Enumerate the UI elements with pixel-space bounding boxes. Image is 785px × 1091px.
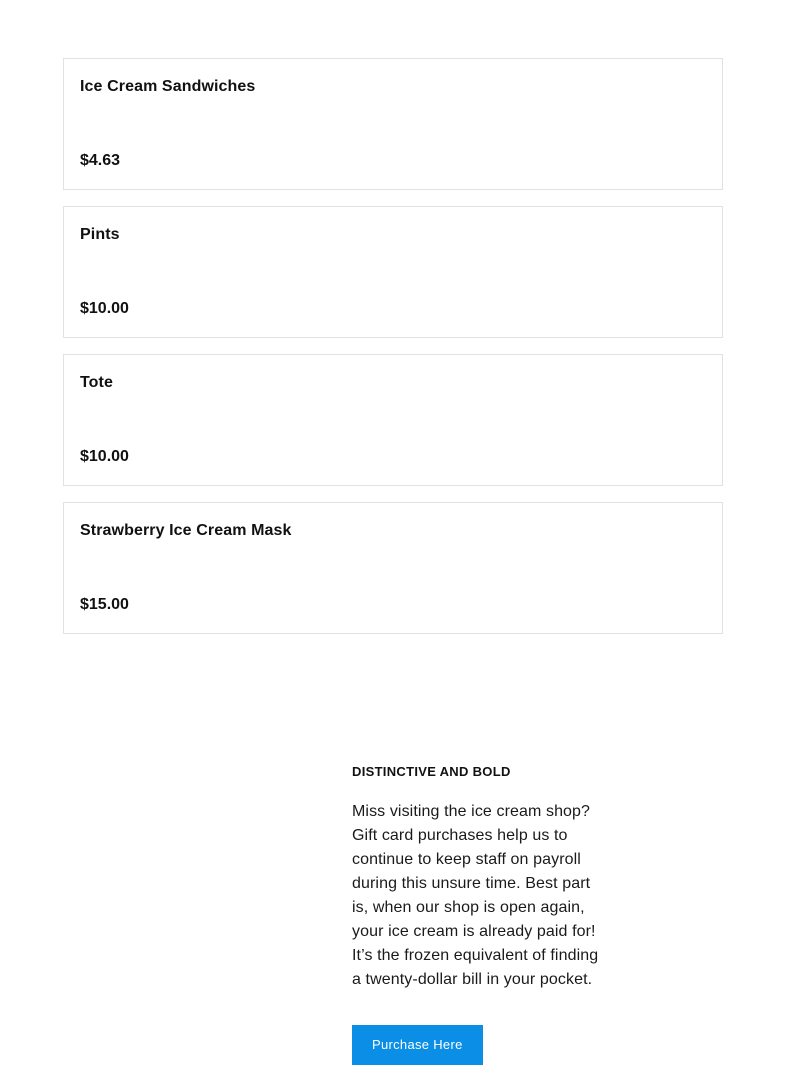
product-list <box>63 58 723 650</box>
product-name: Ice Cream Sandwiches <box>80 78 256 95</box>
promo-section <box>352 763 607 1065</box>
product-card-strawberry-ice-cream-mask[interactable] <box>63 502 723 634</box>
product-card-pints[interactable] <box>63 206 723 338</box>
product-price: $15.00 <box>80 596 129 613</box>
product-name: Pints <box>80 226 120 243</box>
promo-eyebrow: DISTINCTIVE AND BOLD <box>352 764 511 779</box>
product-name: Tote <box>80 374 113 391</box>
purchase-button[interactable]: Purchase Here <box>352 1025 483 1065</box>
product-name: Strawberry Ice Cream Mask <box>80 522 292 539</box>
product-card-tote[interactable] <box>63 354 723 486</box>
product-price: $4.63 <box>80 152 121 169</box>
product-card-ice-cream-sandwiches[interactable] <box>63 58 723 190</box>
product-price: $10.00 <box>80 300 129 317</box>
promo-body: Miss visiting the ice cream shop? Gift card purchases help us to continue to keep staff on payroll during this unsure time. Best part is, when our shop is open again, your ice cream is already paid for! It’s the frozen equivalent of finding a twenty-dollar bill in your pocket. <box>352 803 599 988</box>
product-price: $10.00 <box>80 448 129 465</box>
